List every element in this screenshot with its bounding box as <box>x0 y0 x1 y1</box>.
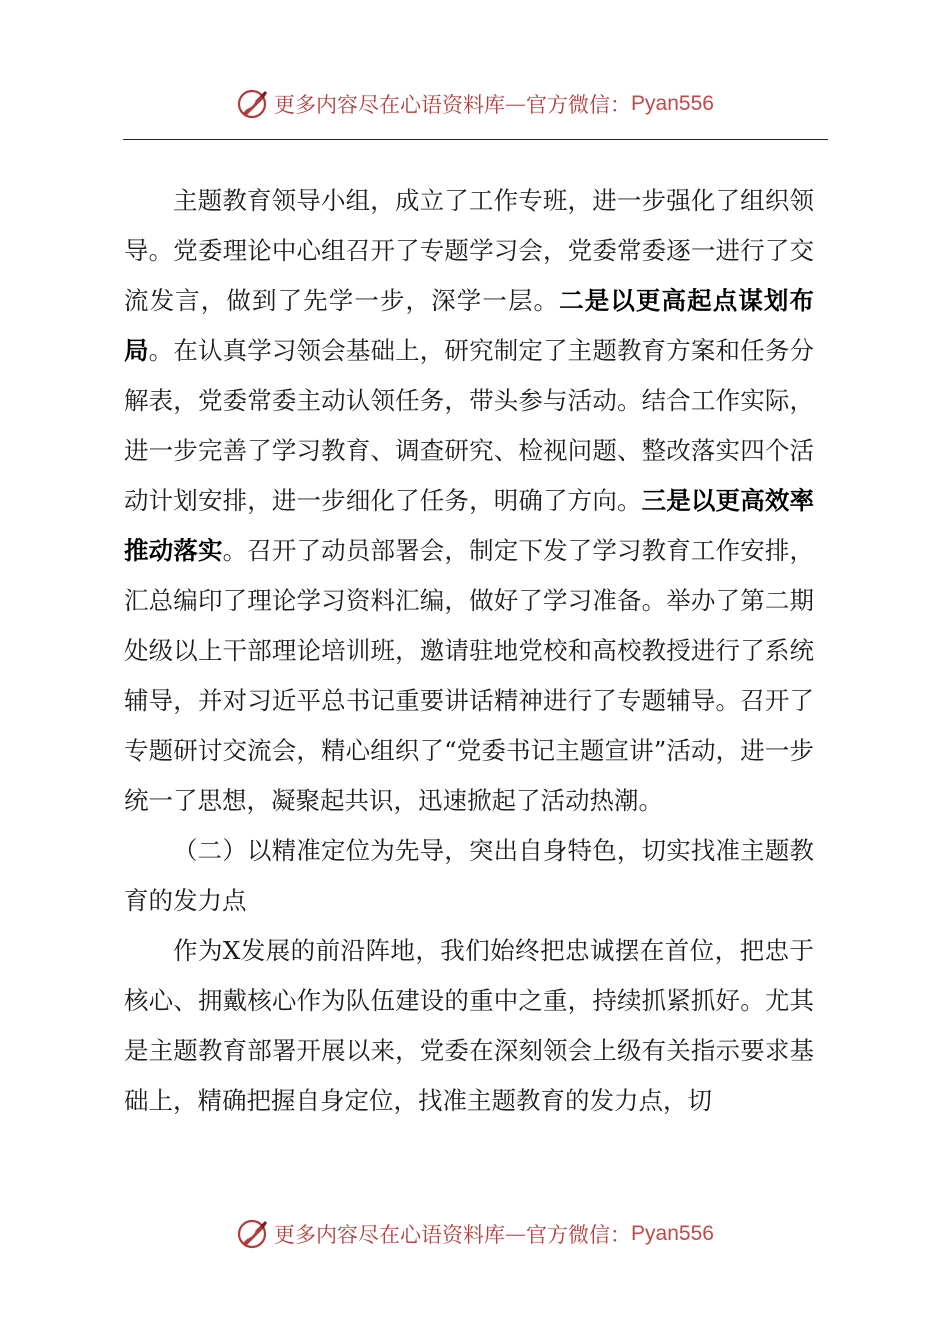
paragraph-1 <box>124 176 814 826</box>
paragraph-1-text-b: 。在认真学习领会基础上，研究制定了主题教育方案和任务分解表，党委常委主动认领任务，带头参与活动。结合工作实际，进一步完善了学习教育、调查研究、检视问题、整改落实四个活动计划安排，进一步细化了任务，明确了方向。 <box>124 336 815 515</box>
watermark-label: 官方微信： <box>526 93 632 117</box>
watermark-id: Pyan556 <box>631 1222 714 1245</box>
watermark-label: 官方微信： <box>526 1223 632 1247</box>
paragraph-1-text-a: 主题教育领导小组，成立了工作专班，进一步强化了组织领导。党委理论中心组召开了专题学习会，党委常委逐一进行了交流发言，做到了先学一步，深学一层。 <box>124 186 814 315</box>
pen-logo-icon <box>236 87 270 121</box>
pen-logo-icon <box>236 1217 270 1251</box>
document-body <box>124 176 814 1126</box>
paragraph-2: 作为X发展的前沿阵地，我们始终把忠诚摆在首位，把忠于核心、拥戴核心作为队伍建设的重中之重，持续抓紧抓好。尤其是主题教育部署开展以来，党委在深刻领会上级有关指示要求基础上，精确把握自身定位，找准主题教育的发力点，切 <box>124 936 814 1115</box>
watermark-separator: — <box>505 92 527 116</box>
paragraph-1-bold-b: 三是以更高效率推动落实 <box>124 486 814 565</box>
footer-watermark <box>0 1214 950 1254</box>
paragraph-1-text-c: 。召开了动员部署会，制定下发了学习教育工作安排，汇总编印了理论学习资料汇编，做好了学习准备。举办了第二期处级以上干部理论培训班，邀请驻地党校和高校教授进行了系统辅导，并对习近平总书记重要讲话精神进行了专题辅导。召开了专题研讨交流会，精心组织了“党委书记主题宣讲”活动，进一步统一了思想，凝聚起共识，迅速掀起了活动热潮。 <box>124 536 814 815</box>
section-heading: （二）以精准定位为先导，突出自身特色，切实找准主题教育的发力点 <box>124 836 814 915</box>
watermark-id: Pyan556 <box>631 92 714 115</box>
header-watermark <box>0 84 950 124</box>
watermark-main-text: 更多内容尽在心语资料库 <box>274 93 506 117</box>
watermark-main-text: 更多内容尽在心语资料库 <box>274 1223 506 1247</box>
watermark-separator: — <box>505 1222 527 1246</box>
header-divider <box>123 139 828 140</box>
paragraph-1-bold-a: 二是以更高起点谋划布局 <box>124 286 815 365</box>
